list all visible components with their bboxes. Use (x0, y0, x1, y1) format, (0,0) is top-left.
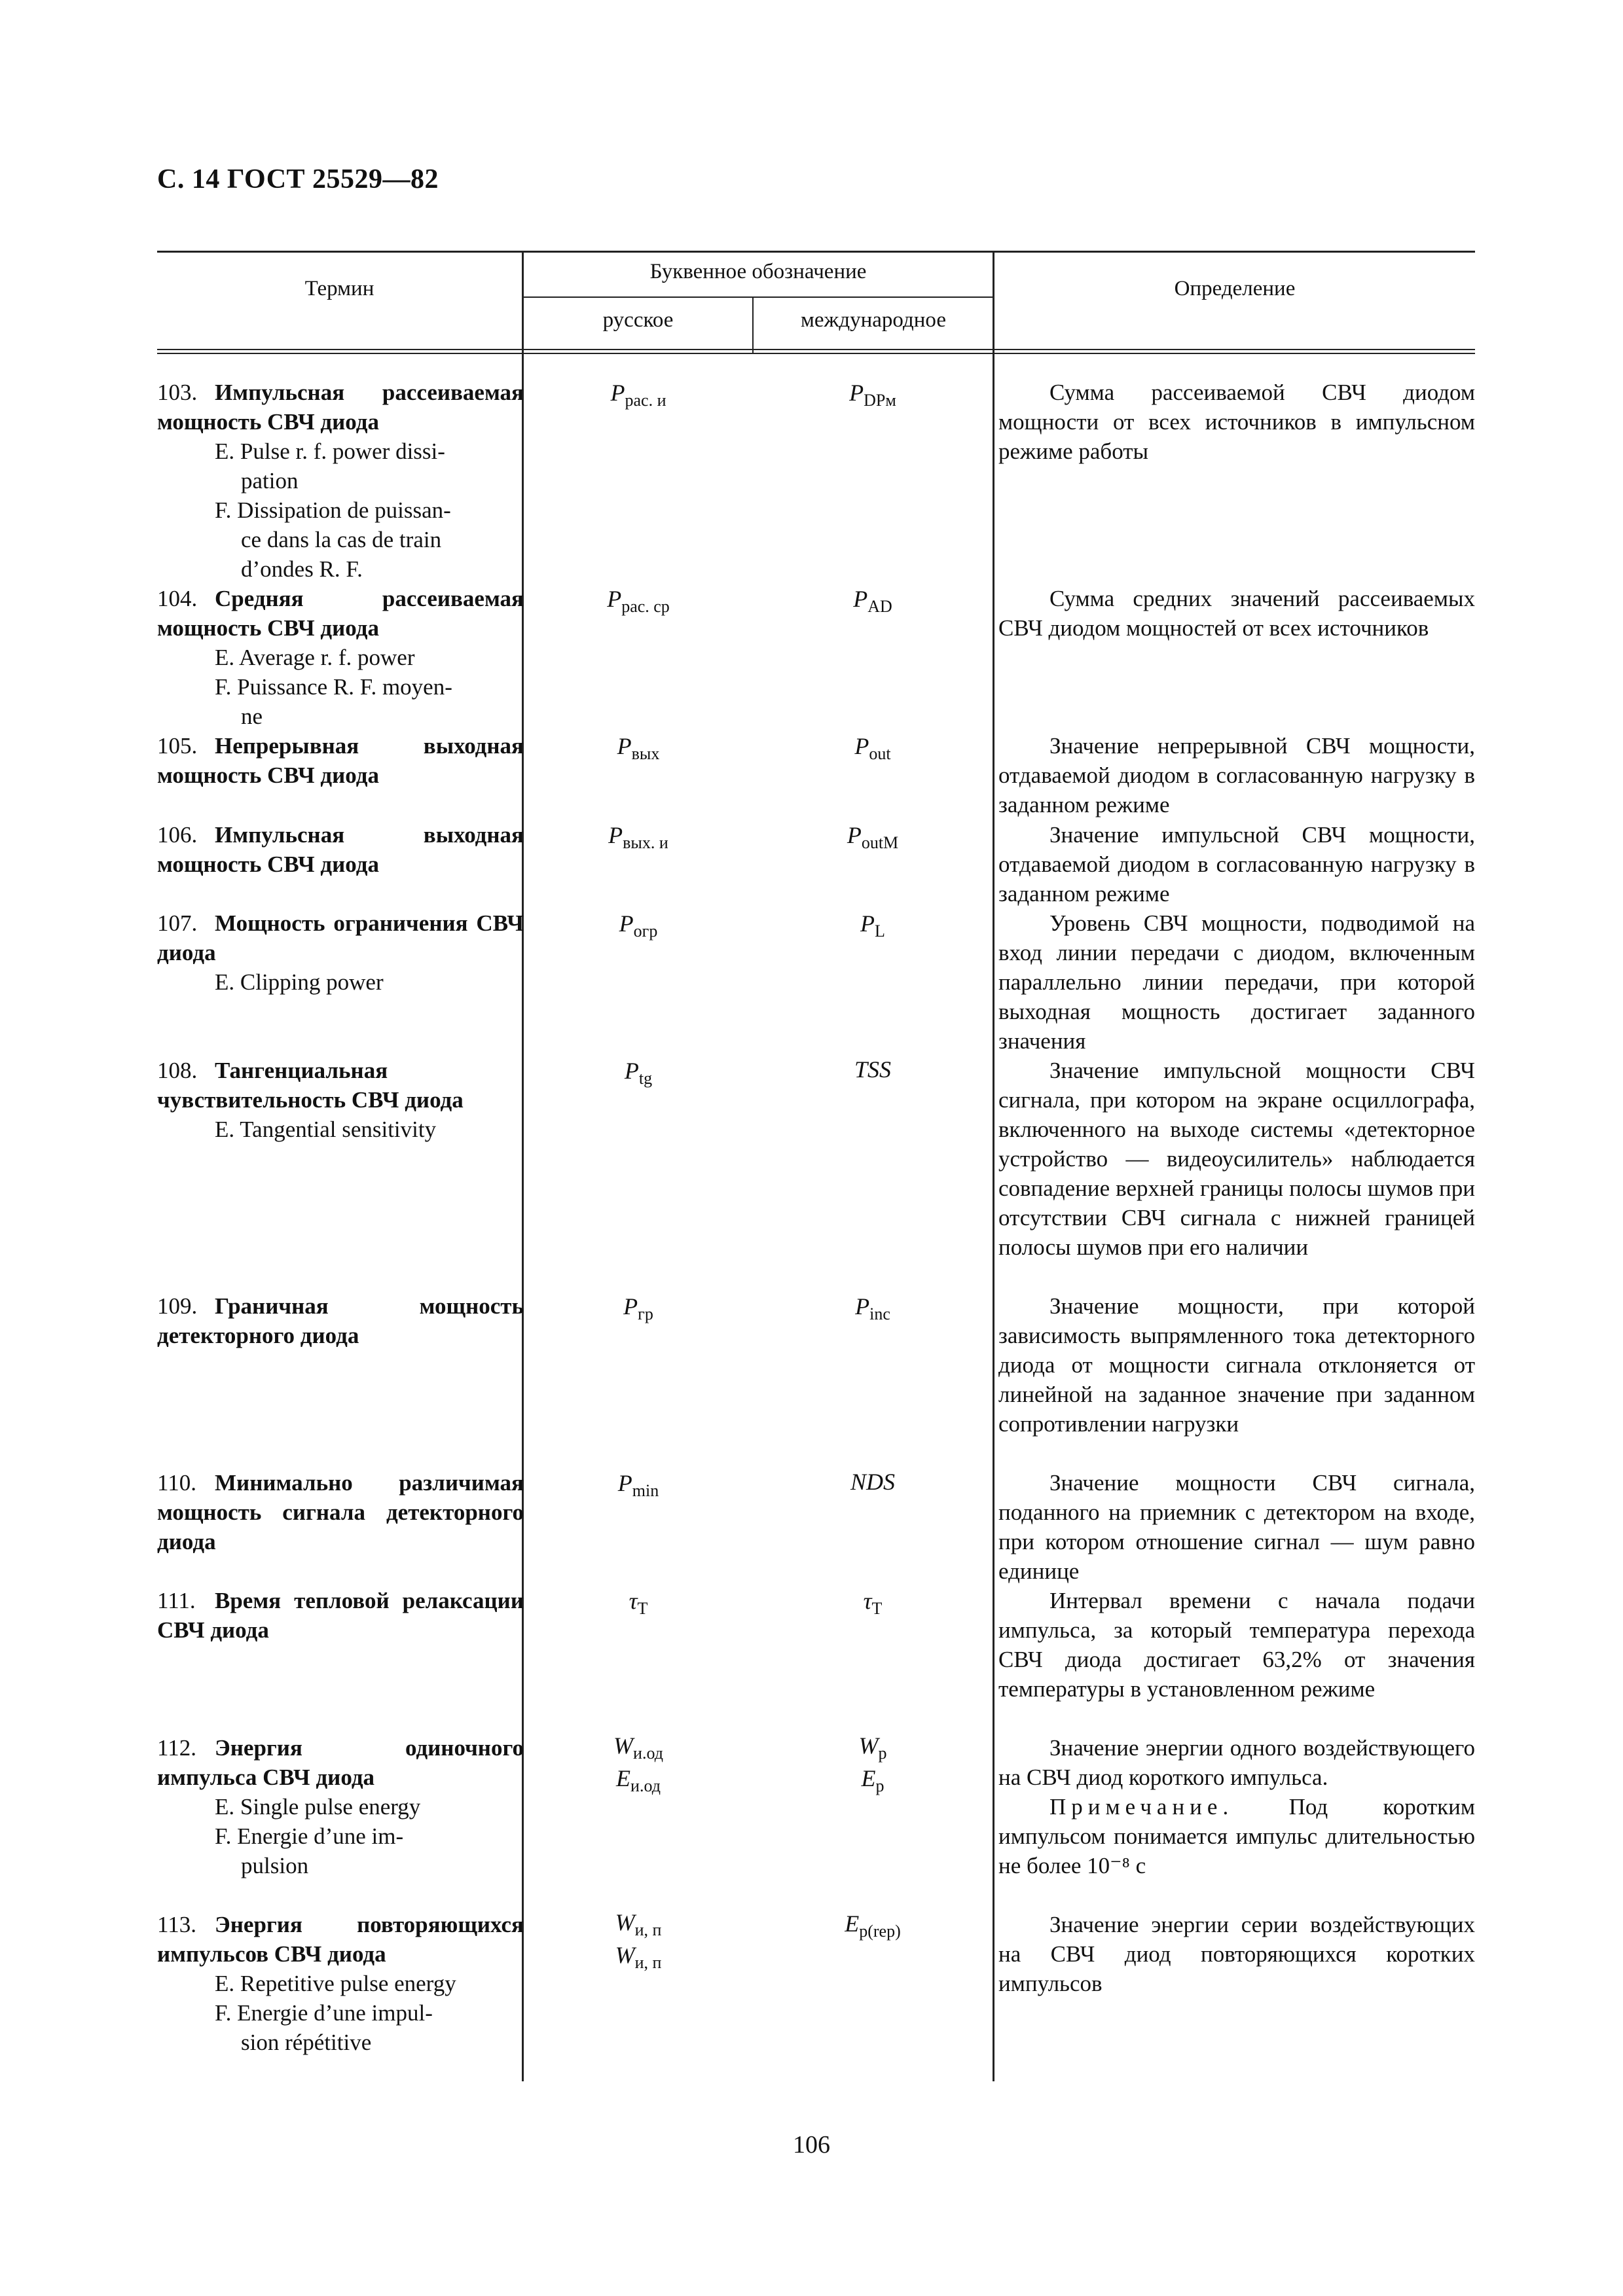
term-text: Энергия одиночного импульса СВЧ диода (157, 1735, 524, 1790)
term-fr-cont-2: d’ondes R. F. (241, 556, 363, 582)
symbol-int-109: $P_{inc}$ (855, 1293, 890, 1323)
header-sub-rule (524, 296, 994, 298)
term-number: 111. (157, 1588, 196, 1613)
term-fr: F. Puissance R. F. moyen- (215, 674, 452, 700)
definition-103: Сумма рассеиваемой СВЧ диодом мощности от всех источников в импульсном режиме работы (998, 380, 1475, 464)
symbol-ru-107: $P_{огр}$ (619, 910, 658, 941)
term-en: E. Pulse r. f. power dissi- (215, 439, 445, 464)
terms-table (157, 251, 1475, 2083)
symbol-int-105: $P_{out}$ (854, 733, 891, 763)
header-bottom-rule-2 (157, 353, 1475, 354)
symbol-int-111: $\tau_T$ (863, 1588, 883, 1618)
term-fr-cont: ce dans la cas de train (241, 527, 442, 552)
term-number: 107. (157, 910, 198, 936)
term-text: Тангенциальная чувствительность СВЧ диода (157, 1058, 464, 1113)
definition-106: Значение импульсной СВЧ мощности, отдаваемой диодом в согласованную нагрузку в заданном режиме (998, 822, 1475, 906)
header-bottom-rule (157, 349, 1475, 350)
header-russian: русское (602, 308, 674, 332)
term-fr-cont: ne (241, 704, 263, 729)
definition-107: Уровень СВЧ мощности, подводимой на вход линии передачи с диодом, включенным параллельно линии передачи, при которой выходная мощность достигает заданного значения (998, 910, 1475, 1054)
term-fr: F. Energie d’une im- (215, 1823, 404, 1849)
term-108 (157, 1056, 524, 1144)
definition-112: Значение энергии одного воздействующего на СВЧ диод короткого импульса. Примечание. Под коротким импульсом понимается импульс длительностью не более 10⁻⁸ с (998, 1733, 1475, 1880)
definition-111: Интервал времени с начала подачи импульса, за который температура перехода СВЧ диода достигает 63,2% от значения температуры в установленном режиме (998, 1588, 1475, 1702)
term-en: E. Average r. f. power (215, 645, 415, 670)
term-fr-cont: pulsion (241, 1853, 309, 1878)
symbol-ru-106: $P_{вых. и}$ (608, 822, 668, 852)
term-number: 106. (157, 822, 198, 848)
symbol-ru-108: $P_{tg}$ (624, 1058, 653, 1088)
symbol-int-104: $P_{AD}$ (853, 586, 892, 616)
symbol-int-107: $P_L$ (860, 910, 885, 941)
term-number: 104. (157, 586, 198, 611)
symbol-int-113: $E_{p(rep)}$ (845, 1910, 901, 1941)
term-fr-cont: sion répétitive (241, 2030, 372, 2055)
term-number: 105. (157, 733, 198, 759)
term-text: Время тепловой релаксации СВЧ диода (157, 1588, 524, 1643)
definition-109: Значение мощности, при которой зависимость выпрямленного тока детекторного диода от мощности сигнала отклоняется от линейной на заданное значение при заданном сопротивлении нагрузки (998, 1293, 1475, 1437)
term-number: 109. (157, 1293, 198, 1319)
symbol-ru-110: $P_{min}$ (617, 1470, 659, 1500)
definition-108: Значение импульсной мощности СВЧ сигнала, при котором на экране осциллографа, включенного на выходе системы «детекторное устройство — видеоусилитель» наблюдается совпадение верхней границы полосы шумов при отсутствии СВЧ сигнала с нижней границей полосы шумов при его наличии (998, 1058, 1475, 1260)
term-text: Граничная мощность детекторного диода (157, 1293, 524, 1348)
term-number: 103. (157, 380, 198, 405)
symbol-int-106: $P_{outM}$ (847, 822, 899, 852)
table-top-rule (157, 251, 1475, 253)
term-105 (157, 731, 524, 790)
term-104 (157, 584, 524, 731)
definition-104: Сумма средних значений рассеиваемых СВЧ диодом мощностей от всех источников (998, 586, 1475, 641)
term-number: 113. (157, 1912, 196, 1937)
term-number: 110. (157, 1470, 196, 1496)
symbol-ru-113: $W_{и, п}$ $W_{и, п}$ (615, 1909, 662, 1972)
term-number: 108. (157, 1058, 198, 1083)
definition-113: Значение энергии серии воздействующих на СВЧ диод повторяющихся коротких импульсов (998, 1912, 1475, 1996)
symbol-ru-111: $\tau_Т$ (629, 1588, 648, 1618)
term-en: E. Tangential sensitivity (215, 1117, 437, 1142)
term-fr: F. Energie d’une impul- (215, 2000, 433, 2026)
term-106 (157, 820, 524, 879)
term-en-cont: pation (241, 468, 299, 493)
header-symbol-group: Буквенное обозначение (649, 260, 867, 283)
term-en: E. Clipping power (215, 969, 384, 995)
page-number: 106 (793, 2131, 830, 2159)
term-text: Импульсная выходная мощность СВЧ диода (157, 822, 524, 877)
col-rule-3 (993, 251, 994, 2081)
term-111 (157, 1586, 524, 1645)
term-text: Мощность ограничения СВЧ диода (157, 910, 524, 965)
symbol-int-108: TSS (854, 1056, 892, 1083)
header-definition: Определение (1174, 277, 1296, 300)
definition-note: Примечание. Под коротким импульсом понимается импульс длительностью не более 10⁻⁸ с (998, 1794, 1475, 1878)
term-en: E. Repetitive pulse energy (215, 1971, 456, 1996)
symbol-ru-112: $W_{и.од}$ $E_{и.од}$ (613, 1732, 663, 1795)
definition-110: Значение мощности СВЧ сигнала, поданного на приемник с детектором на входе, при котором отношение сигнал — шум равно единице (998, 1470, 1475, 1584)
term-107 (157, 908, 524, 997)
symbol-ru-105: $P_{вых}$ (617, 733, 660, 763)
term-number: 112. (157, 1735, 196, 1761)
term-text: Непрерывная выходная мощность СВЧ диода (157, 733, 524, 788)
symbol-int-103: $P_{DPм}$ (849, 380, 896, 410)
term-110 (157, 1468, 524, 1556)
term-113 (157, 1910, 524, 2057)
symbol-int-112: $W_p$ $E_p$ (858, 1732, 887, 1795)
term-text: Импульсная рассеиваемая мощность СВЧ диода (157, 380, 524, 435)
symbol-ru-109: $P_{гр}$ (623, 1293, 653, 1323)
header-international: международное (801, 308, 946, 332)
term-103 (157, 378, 524, 584)
symbol-ru-104: $P_{рас. ср}$ (607, 586, 670, 616)
term-112 (157, 1733, 524, 1880)
term-en: E. Single pulse energy (215, 1794, 421, 1820)
col-rule-2 (752, 296, 754, 353)
header-term: Термин (304, 277, 374, 300)
term-109 (157, 1291, 524, 1350)
term-fr: F. Dissipation de puissan- (215, 497, 451, 523)
symbol-int-110: NDS (850, 1469, 895, 1495)
definition-105: Значение непрерывной СВЧ мощности, отдаваемой диодом в согласованную нагрузку в заданном режиме (998, 733, 1475, 817)
page-header: С. 14 ГОСТ 25529—82 (157, 164, 439, 194)
term-text: Энергия повторяющихся импульсов СВЧ диода (157, 1912, 524, 1967)
term-text: Средняя рассеиваемая мощность СВЧ диода (157, 586, 524, 641)
symbol-ru-103: $P_{рас. и}$ (610, 380, 666, 410)
term-text: Минимально различимая мощность сигнала детекторного диода (157, 1470, 524, 1554)
